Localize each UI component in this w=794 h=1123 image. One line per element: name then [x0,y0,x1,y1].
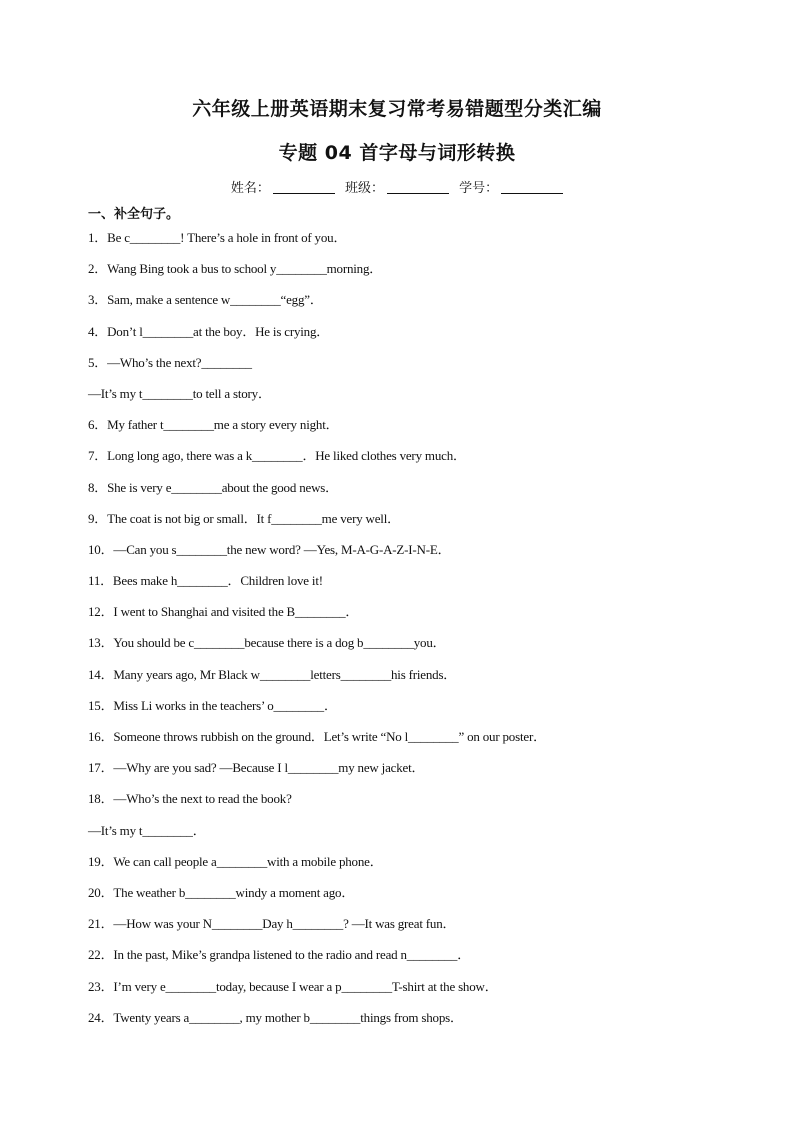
question-line: 2．Wang Bing took a bus to school y________morning． [88,261,383,277]
question-line: 7．Long long ago, there was a k________．He liked clothes very much． [88,448,466,464]
question-line: 1．Be c________! There’s a hole in front of you． [88,230,347,245]
question-line: 13．You should be c________because there is a dog b________you． [88,635,446,651]
class-blank [387,181,449,194]
question-line: 10．—Can you s________the new word? —Yes, M-A-G-A-Z-I-N-E． [88,541,451,557]
student-number-label: 学号： [459,181,499,196]
name-blank [273,181,335,194]
question-line: 19．We can call people a________with a mobile phone． [88,853,383,869]
question-list [88,228,728,1039]
question-line: 18．—Who’s the next to read the book? [88,791,292,807]
class-label: 班级： [344,181,384,196]
worksheet-title: 六年级上册英语期末复习常考易错题型分类汇编 [192,98,602,120]
question-line: 8．She is very e________about the good news． [88,479,338,495]
student-number-blank [501,181,563,194]
question-line: 16．Someone throws rubbish on the ground．Let’s write “No l________” on our poster． [88,729,546,744]
question-line: 5．—Who’s the next?________ [88,354,252,370]
question-line: 24．Twenty years a________, my mother b________things from shops． [88,1009,463,1025]
question-line: 12．I went to Shanghai and visited the B________． [88,604,359,620]
student-info-line [0,177,794,196]
name-field [231,177,335,196]
question-line: 14．Many years ago, Mr Black w________letters________his friends． [88,666,457,682]
question-line: —It’s my t________． [88,822,206,838]
question-line: 17．—Why are you sad? —Because I l________my new jacket． [88,760,425,776]
question-line: 3．Sam, make a sentence w________“egg”． [88,292,323,308]
question-line: 15．Miss Li works in the teachers’ o________． [88,697,337,713]
name-label: 姓名： [230,181,270,196]
question-line: —It’s my t________to tell a story． [88,385,271,401]
question-line: 20．The weather b________windy a moment ago． [88,884,355,900]
question-line: 22．In the past, Mike’s grandpa listened to the radio and read n________． [88,947,471,963]
class-field [345,177,449,196]
question-line: 4．Don’t l________at the boy．He is crying． [88,323,330,339]
student-number-field [459,177,563,196]
question-line: 6．My father t________me a story every night． [88,417,339,433]
question-line: 23．I’m very e________today, because I wear a p________T-shirt at the show． [88,978,498,994]
question-line: 9．The coat is not big or small．It f________me very well． [88,510,400,526]
worksheet-subtitle: 专题 04 首字母与词形转换 [278,142,516,164]
question-line: 21．—How was your N________Day h________? —It was great fun． [88,916,456,932]
section-heading: 一、补全句子。 [88,207,180,222]
question-line: 11．Bees make h________．Children love it! [88,573,323,589]
